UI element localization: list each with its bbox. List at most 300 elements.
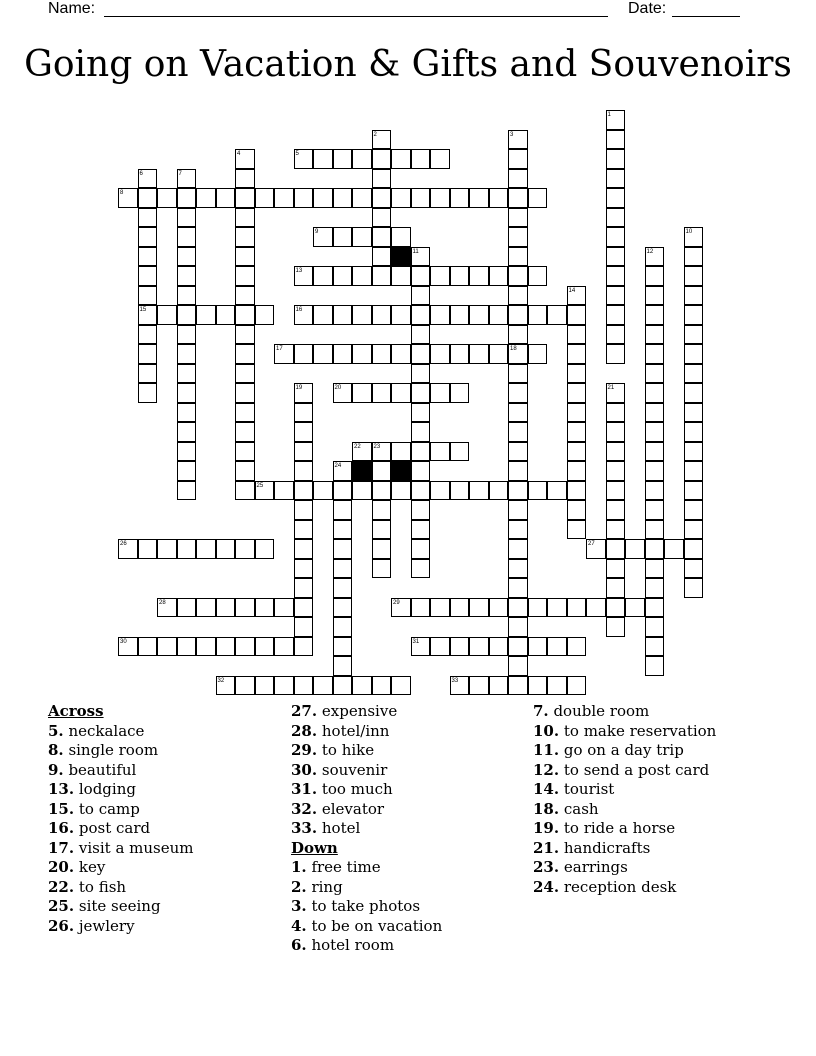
grid-cell[interactable] [333, 578, 353, 598]
grid-cell[interactable] [177, 383, 197, 403]
grid-cell[interactable] [508, 286, 528, 306]
grid-cell[interactable] [411, 149, 431, 169]
grid-cell[interactable] [567, 364, 587, 384]
grid-cell[interactable] [313, 481, 333, 501]
grid-cell[interactable] [333, 500, 353, 520]
grid-cell[interactable] [333, 539, 353, 559]
grid-cell[interactable] [606, 422, 626, 442]
grid-cell[interactable] [469, 598, 489, 618]
grid-cell[interactable] [450, 383, 470, 403]
grid-cell[interactable] [508, 442, 528, 462]
grid-cell[interactable] [411, 461, 431, 481]
grid-cell[interactable] [469, 188, 489, 208]
grid-cell[interactable] [606, 130, 626, 150]
grid-cell[interactable] [391, 442, 411, 462]
grid-cell[interactable] [411, 559, 431, 579]
grid-cell[interactable] [625, 539, 645, 559]
grid-cell[interactable] [528, 637, 548, 657]
grid-cell[interactable] [684, 286, 704, 306]
grid-cell[interactable] [430, 149, 450, 169]
grid-cell[interactable] [489, 344, 509, 364]
grid-cell[interactable] [684, 266, 704, 286]
grid-cell[interactable] [508, 500, 528, 520]
grid-cell[interactable] [255, 539, 275, 559]
grid-cell[interactable] [684, 520, 704, 540]
grid-cell[interactable] [235, 422, 255, 442]
grid-cell[interactable] [645, 364, 665, 384]
grid-cell[interactable] [138, 325, 158, 345]
grid-cell[interactable] [352, 266, 372, 286]
grid-cell[interactable] [411, 481, 431, 501]
grid-cell[interactable] [606, 539, 626, 559]
grid-cell[interactable] [508, 461, 528, 481]
grid-cell[interactable] [508, 676, 528, 696]
grid-cell[interactable] [235, 637, 255, 657]
grid-cell[interactable] [372, 227, 392, 247]
grid-cell[interactable] [177, 208, 197, 228]
grid-cell[interactable] [391, 305, 411, 325]
grid-cell[interactable] [645, 403, 665, 423]
grid-cell[interactable] [489, 481, 509, 501]
grid-cell[interactable] [235, 403, 255, 423]
grid-cell[interactable] [606, 617, 626, 637]
grid-cell[interactable] [606, 266, 626, 286]
grid-cell[interactable] [645, 520, 665, 540]
grid-cell[interactable] [235, 325, 255, 345]
grid-cell[interactable] [430, 481, 450, 501]
grid-cell[interactable] [450, 266, 470, 286]
grid-cell[interactable] [567, 344, 587, 364]
grid-cell[interactable] [333, 520, 353, 540]
grid-cell[interactable] [333, 149, 353, 169]
grid-cell[interactable] [684, 383, 704, 403]
grid-cell[interactable] [684, 500, 704, 520]
grid-cell[interactable] [391, 676, 411, 696]
grid-cell[interactable] [391, 383, 411, 403]
grid-cell[interactable] [274, 637, 294, 657]
grid-cell[interactable] [333, 617, 353, 637]
grid-cell[interactable] [196, 539, 216, 559]
grid-cell[interactable] [177, 422, 197, 442]
grid-cell[interactable] [645, 286, 665, 306]
grid-cell[interactable] [235, 227, 255, 247]
grid-cell[interactable] [547, 676, 567, 696]
grid-cell[interactable] [606, 305, 626, 325]
grid-cell[interactable] [567, 442, 587, 462]
grid-cell[interactable] [489, 266, 509, 286]
grid-cell[interactable] [138, 637, 158, 657]
grid-cell[interactable] [352, 481, 372, 501]
grid-cell[interactable] [606, 344, 626, 364]
grid-cell[interactable] [333, 344, 353, 364]
grid-cell[interactable] [684, 442, 704, 462]
grid-cell[interactable] [372, 247, 392, 267]
grid-cell[interactable] [352, 383, 372, 403]
grid-cell[interactable] [508, 305, 528, 325]
grid-cell[interactable] [606, 227, 626, 247]
grid-cell[interactable] [411, 325, 431, 345]
grid-cell[interactable] [489, 305, 509, 325]
grid-cell[interactable] [684, 559, 704, 579]
grid-cell[interactable] [411, 344, 431, 364]
grid-cell[interactable] [411, 403, 431, 423]
grid-cell[interactable] [372, 481, 392, 501]
grid-cell[interactable] [489, 676, 509, 696]
grid-cell[interactable] [177, 305, 197, 325]
grid-cell[interactable] [684, 539, 704, 559]
grid-cell[interactable] [547, 305, 567, 325]
grid-cell[interactable] [372, 169, 392, 189]
grid-cell[interactable] [508, 325, 528, 345]
grid-cell[interactable] [294, 559, 314, 579]
grid-cell[interactable] [567, 325, 587, 345]
grid-cell[interactable] [645, 266, 665, 286]
grid-cell[interactable] [372, 461, 392, 481]
grid-cell[interactable] [372, 266, 392, 286]
grid-cell[interactable] [372, 305, 392, 325]
grid-cell[interactable] [430, 637, 450, 657]
grid-cell[interactable] [508, 208, 528, 228]
grid-cell[interactable] [274, 481, 294, 501]
grid-cell[interactable] [567, 500, 587, 520]
grid-cell[interactable] [255, 305, 275, 325]
grid-cell[interactable] [469, 676, 489, 696]
grid-cell[interactable] [333, 266, 353, 286]
grid-cell[interactable] [235, 266, 255, 286]
grid-cell[interactable] [469, 344, 489, 364]
grid-cell[interactable] [391, 227, 411, 247]
grid-cell[interactable] [508, 637, 528, 657]
grid-cell[interactable] [567, 461, 587, 481]
grid-cell[interactable] [645, 617, 665, 637]
grid-cell[interactable] [333, 676, 353, 696]
grid-cell[interactable] [294, 500, 314, 520]
grid-cell[interactable] [333, 227, 353, 247]
grid-cell[interactable] [606, 208, 626, 228]
grid-cell[interactable] [235, 364, 255, 384]
grid-cell[interactable] [333, 656, 353, 676]
grid-cell[interactable] [645, 442, 665, 462]
grid-cell[interactable] [508, 481, 528, 501]
grid-cell[interactable] [138, 247, 158, 267]
grid-cell[interactable] [606, 169, 626, 189]
grid-cell[interactable] [274, 598, 294, 618]
grid-cell[interactable] [645, 344, 665, 364]
grid-cell[interactable] [138, 266, 158, 286]
grid-cell[interactable] [528, 305, 548, 325]
grid-cell[interactable] [469, 266, 489, 286]
grid-cell[interactable] [235, 169, 255, 189]
grid-cell[interactable] [567, 676, 587, 696]
grid-cell[interactable] [547, 637, 567, 657]
grid-cell[interactable] [411, 286, 431, 306]
grid-cell[interactable] [547, 481, 567, 501]
grid-cell[interactable] [235, 383, 255, 403]
grid-cell[interactable] [177, 227, 197, 247]
grid-cell[interactable] [372, 344, 392, 364]
grid-cell[interactable] [430, 344, 450, 364]
grid-cell[interactable] [606, 403, 626, 423]
grid-cell[interactable] [684, 344, 704, 364]
grid-cell[interactable] [196, 188, 216, 208]
grid-cell[interactable] [606, 286, 626, 306]
grid-cell[interactable] [508, 656, 528, 676]
grid-cell[interactable] [294, 481, 314, 501]
grid-cell[interactable] [216, 305, 236, 325]
grid-cell[interactable] [469, 481, 489, 501]
grid-cell[interactable] [567, 383, 587, 403]
grid-cell[interactable] [274, 188, 294, 208]
grid-cell[interactable] [294, 188, 314, 208]
grid-cell[interactable] [508, 539, 528, 559]
grid-cell[interactable] [177, 247, 197, 267]
grid-cell[interactable] [313, 676, 333, 696]
grid-cell[interactable] [216, 188, 236, 208]
grid-cell[interactable] [411, 500, 431, 520]
grid-cell[interactable] [372, 520, 392, 540]
grid-cell[interactable] [508, 578, 528, 598]
grid-cell[interactable] [645, 656, 665, 676]
grid-cell[interactable] [391, 344, 411, 364]
grid-cell[interactable] [294, 539, 314, 559]
grid-cell[interactable] [313, 188, 333, 208]
grid-cell[interactable] [294, 344, 314, 364]
grid-cell[interactable] [450, 305, 470, 325]
grid-cell[interactable] [352, 188, 372, 208]
grid-cell[interactable] [664, 539, 684, 559]
grid-cell[interactable] [177, 344, 197, 364]
grid-cell[interactable] [235, 305, 255, 325]
grid-cell[interactable] [450, 637, 470, 657]
grid-cell[interactable] [430, 442, 450, 462]
grid-cell[interactable] [255, 676, 275, 696]
grid-cell[interactable] [313, 344, 333, 364]
grid-cell[interactable] [138, 344, 158, 364]
grid-cell[interactable] [528, 344, 548, 364]
grid-cell[interactable] [333, 559, 353, 579]
grid-cell[interactable] [391, 188, 411, 208]
grid-cell[interactable] [508, 188, 528, 208]
grid-cell[interactable] [196, 598, 216, 618]
grid-cell[interactable] [508, 247, 528, 267]
grid-cell[interactable] [489, 598, 509, 618]
grid-cell[interactable] [274, 676, 294, 696]
grid-cell[interactable] [411, 383, 431, 403]
grid-cell[interactable] [567, 520, 587, 540]
grid-cell[interactable] [294, 676, 314, 696]
grid-cell[interactable] [294, 461, 314, 481]
grid-cell[interactable] [411, 598, 431, 618]
grid-cell[interactable] [645, 481, 665, 501]
grid-cell[interactable] [313, 305, 333, 325]
grid-cell[interactable] [177, 286, 197, 306]
grid-cell[interactable] [430, 598, 450, 618]
grid-cell[interactable] [157, 188, 177, 208]
grid-cell[interactable] [606, 188, 626, 208]
grid-cell[interactable] [255, 637, 275, 657]
grid-cell[interactable] [235, 188, 255, 208]
grid-cell[interactable] [411, 422, 431, 442]
grid-cell[interactable] [450, 598, 470, 618]
grid-cell[interactable] [567, 422, 587, 442]
grid-cell[interactable] [411, 305, 431, 325]
grid-cell[interactable] [508, 149, 528, 169]
grid-cell[interactable] [508, 598, 528, 618]
grid-cell[interactable] [508, 383, 528, 403]
grid-cell[interactable] [645, 422, 665, 442]
grid-cell[interactable] [645, 383, 665, 403]
grid-cell[interactable] [508, 559, 528, 579]
grid-cell[interactable] [625, 598, 645, 618]
grid-cell[interactable] [645, 500, 665, 520]
grid-cell[interactable] [469, 637, 489, 657]
grid-cell[interactable] [606, 442, 626, 462]
grid-cell[interactable] [684, 481, 704, 501]
grid-cell[interactable] [508, 422, 528, 442]
grid-cell[interactable] [684, 325, 704, 345]
grid-cell[interactable] [177, 539, 197, 559]
grid-cell[interactable] [352, 344, 372, 364]
grid-cell[interactable] [255, 188, 275, 208]
grid-cell[interactable] [177, 364, 197, 384]
grid-cell[interactable] [157, 305, 177, 325]
grid-cell[interactable] [606, 149, 626, 169]
grid-cell[interactable] [372, 383, 392, 403]
grid-cell[interactable] [294, 442, 314, 462]
grid-cell[interactable] [567, 305, 587, 325]
grid-cell[interactable] [372, 500, 392, 520]
grid-cell[interactable] [372, 676, 392, 696]
grid-cell[interactable] [411, 520, 431, 540]
grid-cell[interactable] [508, 520, 528, 540]
grid-cell[interactable] [606, 500, 626, 520]
grid-cell[interactable] [606, 598, 626, 618]
grid-cell[interactable] [430, 383, 450, 403]
grid-cell[interactable] [294, 617, 314, 637]
grid-cell[interactable] [235, 461, 255, 481]
grid-cell[interactable] [450, 344, 470, 364]
grid-cell[interactable] [508, 617, 528, 637]
grid-cell[interactable] [450, 481, 470, 501]
grid-cell[interactable] [645, 598, 665, 618]
grid-cell[interactable] [294, 422, 314, 442]
grid-cell[interactable] [235, 208, 255, 228]
grid-cell[interactable] [294, 637, 314, 657]
grid-cell[interactable] [157, 637, 177, 657]
grid-cell[interactable] [567, 598, 587, 618]
grid-cell[interactable] [645, 637, 665, 657]
grid-cell[interactable] [177, 266, 197, 286]
grid-cell[interactable] [606, 520, 626, 540]
grid-cell[interactable] [372, 559, 392, 579]
grid-cell[interactable] [508, 169, 528, 189]
grid-cell[interactable] [235, 442, 255, 462]
grid-cell[interactable] [177, 598, 197, 618]
grid-cell[interactable] [177, 188, 197, 208]
grid-cell[interactable] [177, 481, 197, 501]
grid-cell[interactable] [177, 442, 197, 462]
grid-cell[interactable] [138, 227, 158, 247]
grid-cell[interactable] [606, 325, 626, 345]
grid-cell[interactable] [606, 578, 626, 598]
grid-cell[interactable] [684, 247, 704, 267]
grid-cell[interactable] [684, 578, 704, 598]
grid-cell[interactable] [430, 266, 450, 286]
grid-cell[interactable] [235, 286, 255, 306]
grid-cell[interactable] [508, 227, 528, 247]
grid-cell[interactable] [547, 598, 567, 618]
grid-cell[interactable] [606, 559, 626, 579]
grid-cell[interactable] [177, 325, 197, 345]
grid-cell[interactable] [606, 481, 626, 501]
grid-cell[interactable] [235, 598, 255, 618]
grid-cell[interactable] [606, 247, 626, 267]
grid-cell[interactable] [645, 578, 665, 598]
grid-cell[interactable] [684, 305, 704, 325]
grid-cell[interactable] [508, 364, 528, 384]
grid-cell[interactable] [294, 403, 314, 423]
grid-cell[interactable] [508, 266, 528, 286]
grid-cell[interactable] [157, 539, 177, 559]
grid-cell[interactable] [294, 598, 314, 618]
grid-cell[interactable] [138, 539, 158, 559]
grid-cell[interactable] [177, 637, 197, 657]
grid-cell[interactable] [586, 598, 606, 618]
grid-cell[interactable] [138, 208, 158, 228]
grid-cell[interactable] [216, 637, 236, 657]
grid-cell[interactable] [235, 676, 255, 696]
grid-cell[interactable] [469, 305, 489, 325]
grid-cell[interactable] [138, 383, 158, 403]
grid-cell[interactable] [450, 442, 470, 462]
grid-cell[interactable] [372, 149, 392, 169]
grid-cell[interactable] [528, 266, 548, 286]
grid-cell[interactable] [645, 325, 665, 345]
grid-cell[interactable] [177, 403, 197, 423]
grid-cell[interactable] [645, 559, 665, 579]
grid-cell[interactable] [606, 461, 626, 481]
grid-cell[interactable] [684, 422, 704, 442]
grid-cell[interactable] [294, 578, 314, 598]
grid-cell[interactable] [489, 637, 509, 657]
grid-cell[interactable] [352, 227, 372, 247]
grid-cell[interactable] [352, 676, 372, 696]
grid-cell[interactable] [235, 539, 255, 559]
grid-cell[interactable] [216, 598, 236, 618]
grid-cell[interactable] [528, 188, 548, 208]
grid-cell[interactable] [333, 305, 353, 325]
grid-cell[interactable] [645, 461, 665, 481]
grid-cell[interactable] [235, 481, 255, 501]
grid-cell[interactable] [411, 188, 431, 208]
grid-cell[interactable] [528, 481, 548, 501]
grid-cell[interactable] [450, 188, 470, 208]
grid-cell[interactable] [372, 208, 392, 228]
grid-cell[interactable] [391, 481, 411, 501]
grid-cell[interactable] [333, 481, 353, 501]
grid-cell[interactable] [411, 364, 431, 384]
grid-cell[interactable] [508, 403, 528, 423]
grid-cell[interactable] [138, 286, 158, 306]
grid-cell[interactable] [196, 305, 216, 325]
grid-cell[interactable] [255, 598, 275, 618]
grid-cell[interactable] [216, 539, 236, 559]
grid-cell[interactable] [313, 149, 333, 169]
grid-cell[interactable] [138, 364, 158, 384]
grid-cell[interactable] [645, 305, 665, 325]
grid-cell[interactable] [684, 403, 704, 423]
grid-cell[interactable] [391, 266, 411, 286]
